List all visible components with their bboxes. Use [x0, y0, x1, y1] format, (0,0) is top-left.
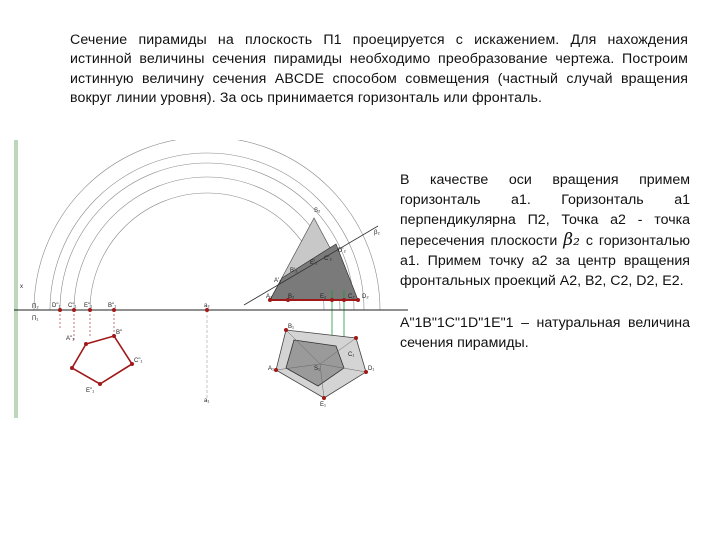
beta-symbol: β₂: [563, 230, 580, 250]
label-e1: E₁: [320, 402, 327, 408]
side-p1-after: с горизонталью а1. Примем точку а2 за центр вращения фронтальных проекций А2, В2, С2, D2, Е2.: [400, 233, 691, 289]
label-c1: C₁: [348, 352, 355, 358]
side-paragraph-2: А"1В"1С"1D"1Е"1 – натуральная величина сечения пирамиды.: [400, 315, 690, 351]
label-a1dd: A"₁: [66, 336, 75, 342]
label-d2p: D'₂: [338, 248, 346, 254]
intro-paragraph: Сечение пирамиды на плоскость П1 проецируется с искажением. Для нахождения истинной величины сечения пирамиды необходимо преобразование чертежа. Построим истинную величину сечения ABCDE способом совмещения (частный случай вращения вокруг линии уровня). За ось принимается горизонталь или фронталь.: [70, 32, 688, 107]
left-band: [14, 140, 18, 418]
paragraph-gap: [400, 291, 690, 313]
side-paragraph-1: [400, 170, 690, 291]
label-s1: S₁: [314, 366, 321, 372]
label-p1: П₁: [32, 316, 39, 322]
label-b1pp: B"₁: [108, 303, 117, 309]
label-a2: A₂: [266, 294, 273, 300]
label-b2p: B'₂: [290, 268, 298, 274]
label-e2: E₂: [320, 294, 327, 300]
construction-drawing: [14, 140, 408, 418]
label-b2: B₂: [288, 294, 295, 300]
label-a-2: a₂: [204, 303, 210, 309]
label-c2: C₂: [348, 294, 355, 300]
label-b1: B₁: [288, 324, 295, 330]
side-p1-before: В качестве оси вращения примем горизонталь а1. Горизонталь а1 перпендикулярна П2, Точка а2 - точка пересечения плоскости: [400, 172, 690, 249]
label-b1dd: B": [116, 330, 123, 336]
label-c1dd: C"₁: [134, 358, 143, 364]
side-explanation: [400, 170, 690, 353]
true-size-section: [72, 336, 132, 384]
label-c2p: C'₂: [324, 256, 332, 262]
label-e1pp: E"₁: [84, 303, 93, 309]
label-s2: S₂: [314, 208, 321, 214]
label-a2p: A'₂: [274, 278, 282, 284]
label-e2p: E'₂: [310, 260, 318, 266]
label-d1pp: D"₁: [52, 303, 61, 309]
label-p2: П₂: [32, 304, 39, 310]
label-x: x: [20, 284, 23, 290]
label-d1: D₁: [368, 366, 375, 372]
label-a-1: a₁: [204, 398, 210, 404]
label-c1pp: C"₁: [68, 303, 77, 309]
label-e1dd: E"₁: [86, 388, 95, 394]
label-d2: D₂: [362, 294, 369, 300]
label-a1: A₁: [268, 366, 275, 372]
label-beta: β₂: [374, 230, 380, 236]
drawing-svg: [14, 140, 408, 418]
